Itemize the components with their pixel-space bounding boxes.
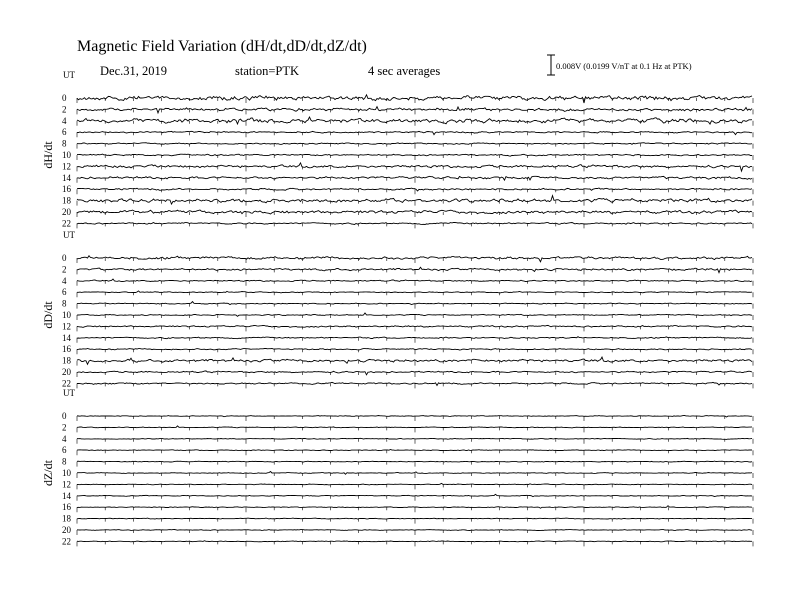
ut-label: UT	[63, 230, 75, 240]
trace-row-22	[77, 541, 752, 542]
scale-bar-label: 0.008V (0.0199 V/nT at 0.1 Hz at PTK)	[556, 61, 692, 71]
trace-row-14	[77, 176, 752, 180]
row-label-0: 0	[62, 93, 67, 103]
y-axis-label: dD/dt	[41, 301, 55, 329]
row-label-20: 20	[62, 525, 71, 535]
hour-ticks	[77, 281, 753, 286]
hour-ticks	[77, 450, 753, 455]
row-label-8: 8	[62, 298, 67, 309]
row-label-14: 14	[62, 332, 71, 343]
hour-ticks	[77, 304, 753, 309]
row-label-4: 4	[62, 275, 67, 286]
hour-ticks	[77, 439, 753, 444]
trace-row-18	[77, 357, 752, 364]
row-label-10: 10	[62, 150, 71, 160]
hour-ticks	[77, 223, 753, 228]
trace-row-16	[77, 349, 752, 351]
trace-row-20	[77, 371, 752, 375]
hour-ticks	[77, 541, 753, 546]
row-label-18: 18	[62, 355, 71, 366]
row-label-2: 2	[62, 264, 67, 275]
trace-row-10	[77, 472, 752, 475]
hour-ticks	[77, 530, 753, 535]
hour-ticks	[77, 178, 753, 183]
row-label-6: 6	[62, 287, 67, 298]
trace-row-6	[77, 450, 752, 451]
hour-ticks	[77, 269, 753, 274]
ut-label: UT	[63, 388, 75, 398]
trace-row-8	[77, 302, 752, 305]
trace-row-2	[77, 107, 752, 113]
trace-row-4	[77, 279, 752, 282]
panel-dZ-dt	[41, 388, 753, 546]
trace-row-12	[77, 325, 752, 327]
hour-ticks	[77, 372, 753, 377]
hour-ticks	[77, 189, 753, 194]
row-label-12: 12	[62, 161, 71, 172]
row-label-22: 22	[62, 218, 71, 229]
row-label-0: 0	[62, 253, 67, 263]
hour-ticks	[77, 473, 753, 478]
row-label-16: 16	[62, 502, 71, 513]
y-axis-label: dH/dt	[41, 141, 55, 169]
trace-row-16	[77, 188, 752, 191]
trace-row-2	[77, 426, 752, 428]
row-label-16: 16	[62, 344, 71, 355]
hour-ticks	[77, 484, 753, 489]
y-axis-label: dZ/dt	[41, 460, 55, 486]
scale-bar	[547, 55, 555, 75]
hour-ticks	[77, 144, 753, 149]
row-label-18: 18	[62, 513, 71, 524]
row-label-0: 0	[62, 411, 67, 421]
row-label-18: 18	[62, 195, 71, 206]
row-label-6: 6	[62, 445, 67, 456]
hour-ticks	[77, 98, 753, 103]
trace-row-6	[77, 131, 752, 134]
trace-row-2	[77, 267, 752, 272]
trace-row-20	[77, 210, 752, 214]
trace-row-0	[77, 416, 752, 418]
hour-ticks	[77, 361, 753, 366]
row-label-10: 10	[62, 310, 71, 320]
trace-row-16	[77, 506, 752, 509]
row-label-14: 14	[62, 172, 71, 183]
row-label-14: 14	[62, 490, 71, 501]
row-label-22: 22	[62, 378, 71, 389]
averaging-label: 4 sec averages	[368, 64, 441, 78]
trace-row-0	[77, 256, 752, 262]
row-label-6: 6	[62, 127, 67, 138]
trace-row-14	[77, 494, 752, 496]
ut-label: UT	[63, 70, 75, 80]
trace-row-4	[77, 117, 752, 124]
hour-ticks	[77, 462, 753, 467]
hour-ticks	[77, 383, 753, 388]
hour-ticks	[77, 496, 753, 501]
hour-ticks	[77, 315, 753, 320]
row-label-4: 4	[62, 433, 67, 444]
hour-ticks	[77, 338, 753, 343]
row-label-20: 20	[62, 367, 71, 377]
hour-ticks	[77, 292, 753, 297]
hour-ticks	[77, 132, 753, 137]
trace-row-10	[77, 154, 752, 156]
row-label-8: 8	[62, 456, 67, 467]
row-label-2: 2	[62, 104, 67, 115]
row-label-20: 20	[62, 207, 71, 217]
panel-dD-dt	[41, 230, 753, 388]
trace-row-10	[77, 313, 752, 316]
chart-title: Magnetic Field Variation (dH/dt,dD/dt,dZ/dt)	[77, 38, 367, 55]
row-label-16: 16	[62, 184, 71, 195]
trace-row-8	[77, 143, 752, 145]
trace-row-22	[77, 223, 752, 225]
trace-row-18	[77, 518, 752, 519]
date-label: Dec.31, 2019	[100, 64, 167, 78]
trace-row-0	[77, 95, 752, 103]
trace-row-18	[77, 196, 752, 205]
trace-row-4	[77, 438, 752, 439]
trace-row-6	[77, 291, 752, 293]
row-label-2: 2	[62, 422, 67, 433]
trace-row-22	[77, 382, 752, 385]
hour-ticks	[77, 416, 753, 421]
hour-ticks	[77, 507, 753, 512]
trace-row-12	[77, 483, 752, 485]
hour-ticks	[77, 519, 753, 524]
row-label-12: 12	[62, 321, 71, 332]
row-label-10: 10	[62, 468, 71, 478]
trace-row-8	[77, 461, 752, 462]
hour-ticks	[77, 427, 753, 432]
panel-dH-dt	[41, 70, 753, 228]
trace-row-12	[77, 163, 752, 171]
station-label: station=PTK	[235, 64, 299, 78]
trace-row-14	[77, 337, 752, 339]
row-label-12: 12	[62, 479, 71, 490]
row-label-4: 4	[62, 115, 67, 126]
row-label-22: 22	[62, 536, 71, 547]
trace-row-20	[77, 530, 752, 531]
row-label-8: 8	[62, 138, 67, 149]
